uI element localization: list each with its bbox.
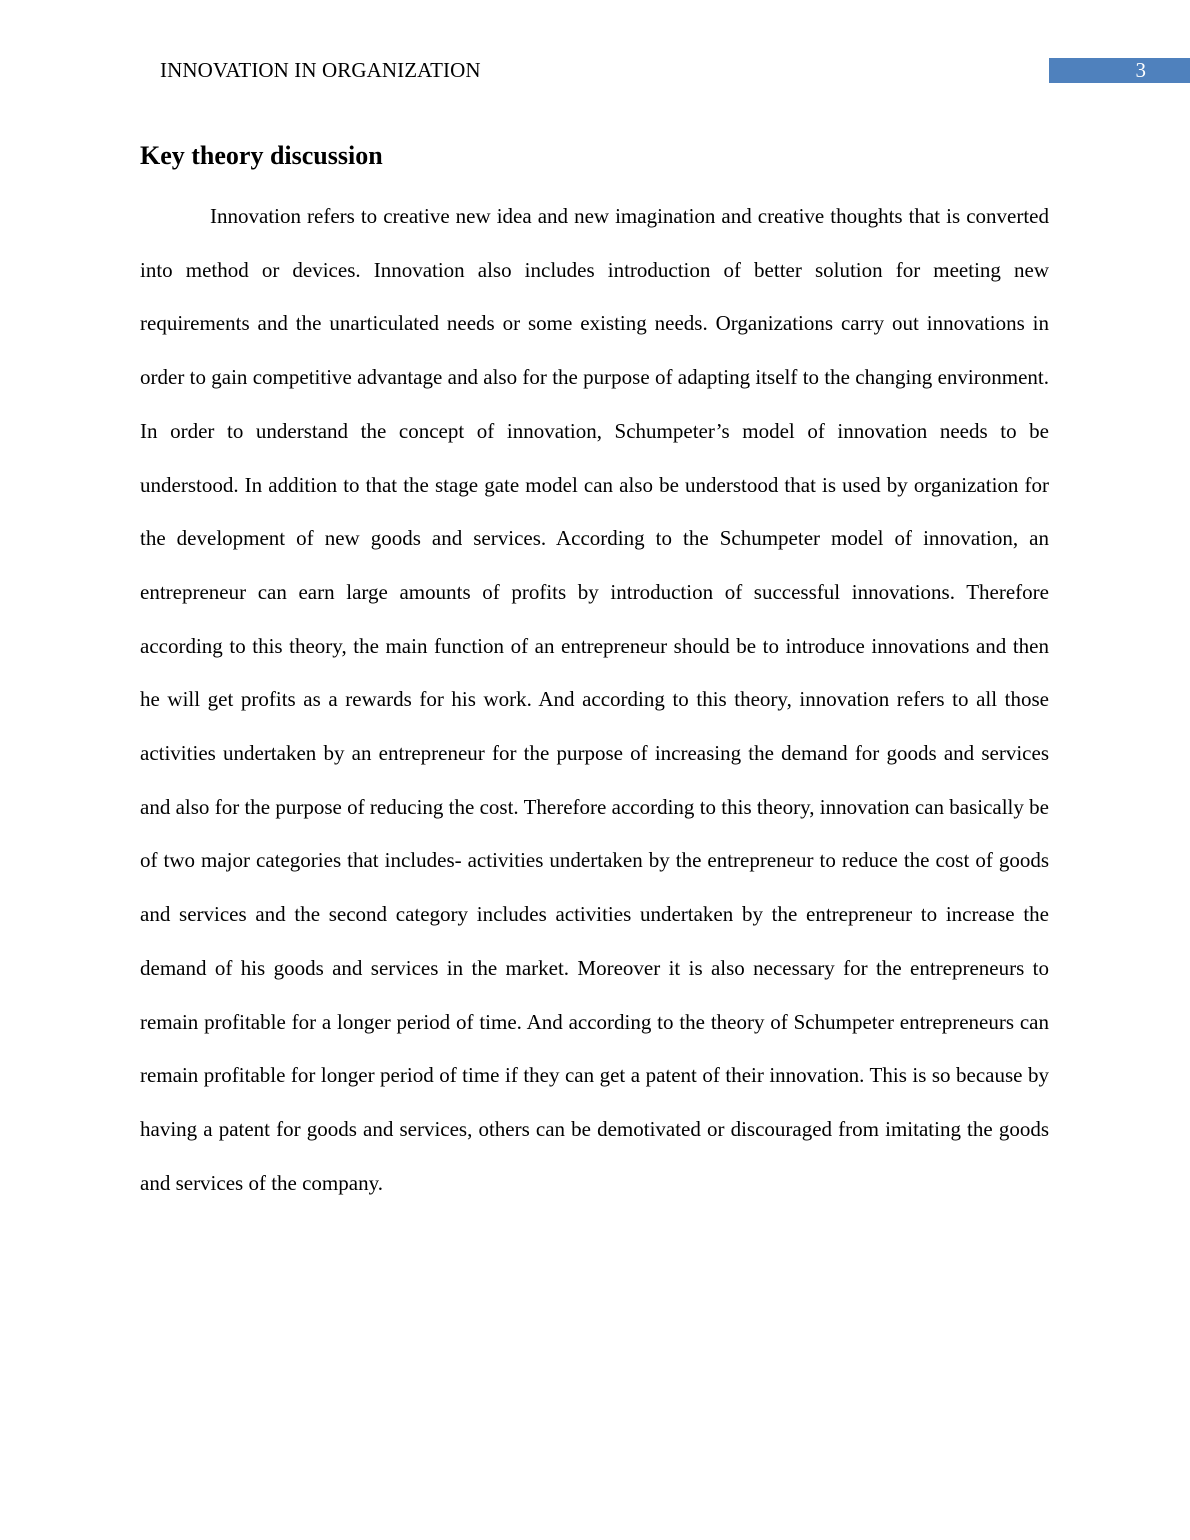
running-head: INNOVATION IN ORGANIZATION bbox=[160, 58, 481, 82]
page-number-box bbox=[1049, 58, 1190, 83]
page-number: 3 bbox=[1135, 58, 1146, 82]
body-paragraph: Innovation refers to creative new idea and new imagination and creative thoughts that is converted into method or devices. Innovation also includes introduction of better solution for meeting new requirements and the unarticulated needs or some existing needs. Organizations carry out innovations in order to gain competitive advantage and also for the purpose of adapting itself to the changing environment. In order to understand the concept of innovation, Schumpeter’s model of innovation needs to be understood. In addition to that the stage gate model can also be understood that is used by organization for the development of new goods and services. According to the Schumpeter model of innovation, an entrepreneur can earn large amounts of profits by introduction of successful innovations. Therefore according to this theory, the main function of an entrepreneur should be to introduce innovations and then he will get profits as a rewards for his work. And according to this theory, innovation refers to all those activities undertaken by an entrepreneur for the purpose of increasing the demand for goods and services and also for the purpose of reducing the cost. Therefore according to this theory, innovation can basically be of two major categories that includes- activities undertaken by the entrepreneur to reduce the cost of goods and services and the second category includes activities undertaken by the entrepreneur to increase the demand of his goods and services in the market. Moreover it is also necessary for the entrepreneurs to remain profitable for a longer period of time. And according to the theory of Schumpeter entrepreneurs can remain profitable for longer period of time if they can get a patent of their innovation. This is so because by having a patent for goods and services, others can be demotivated or discouraged from imitating the goods and services of the company. bbox=[140, 204, 1049, 1195]
section-heading: Key theory discussion bbox=[140, 141, 383, 170]
